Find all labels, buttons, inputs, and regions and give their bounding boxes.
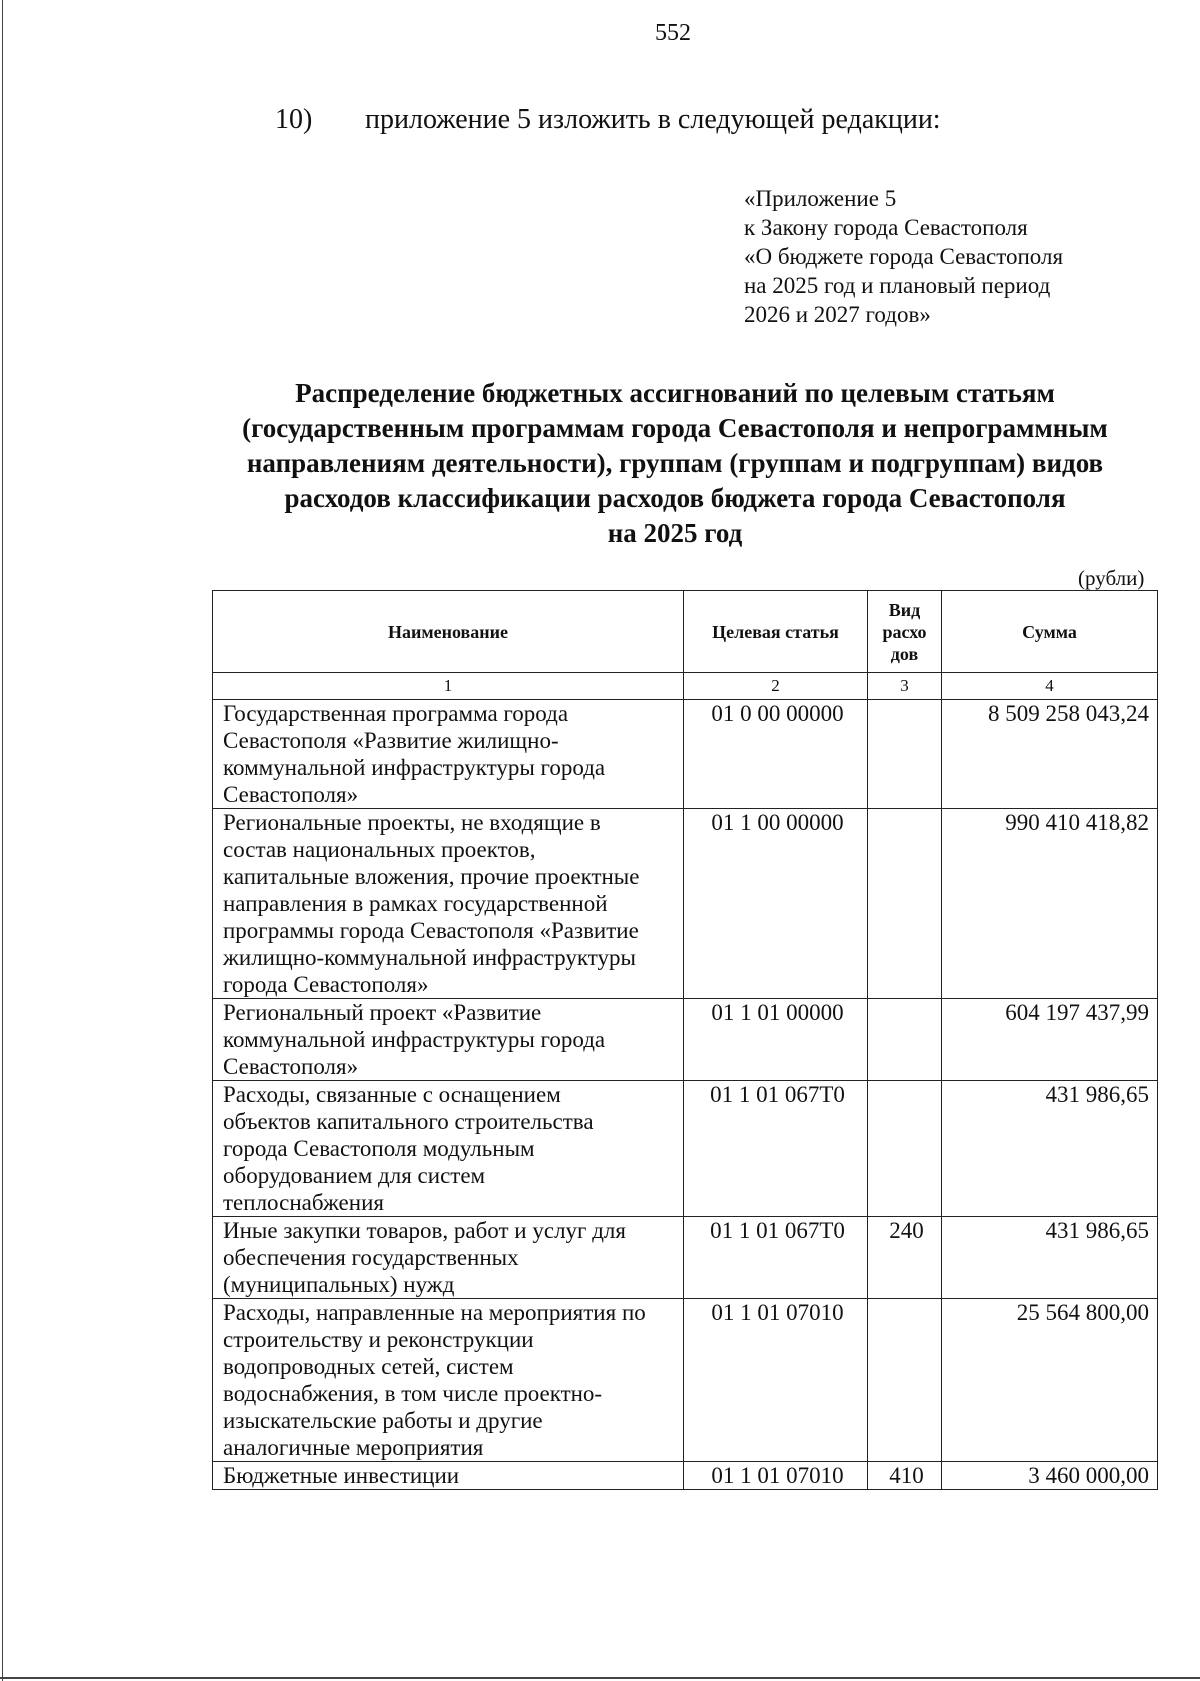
row-name-line: объектов капитального строительства: [223, 1109, 594, 1134]
row-code-cell: 01 0 00 00000: [684, 700, 868, 809]
budget-table: [212, 590, 1158, 1490]
title-line: направлениям деятельности), группам (группам и подгруппам) видов: [246, 448, 1104, 478]
row-name-line: Бюджетные инвестиции: [223, 1463, 460, 1488]
row-name-line: Иные закупки товаров, работ и услуг для: [223, 1218, 626, 1243]
table-header-row: [213, 591, 1158, 673]
row-sum-cell: 8 509 258 043,24: [942, 700, 1158, 809]
row-name-line: Севастополя»: [223, 1054, 359, 1079]
row-name-line: аналогичные мероприятия: [223, 1435, 484, 1460]
row-name-line: водоснабжения, в том числе проектно-: [223, 1381, 603, 1406]
row-sum-cell: 25 564 800,00: [942, 1299, 1158, 1462]
column-number: 1: [213, 673, 684, 700]
row-code-cell: 01 1 00 00000: [684, 809, 868, 999]
row-name-cell: [213, 700, 684, 809]
header-vid-line: Вид: [888, 599, 921, 620]
column-number: 2: [684, 673, 868, 700]
row-code-cell: 01 1 01 00000: [684, 999, 868, 1081]
appendix-ref-line: «Приложение 5: [744, 186, 897, 211]
row-name-line: изыскательские работы и другие: [223, 1408, 543, 1433]
page-border-bottom: [0, 1677, 1200, 1679]
column-number: 4: [942, 673, 1158, 700]
header-vid: [868, 591, 942, 673]
row-name-line: Региональный проект «Развитие: [223, 1000, 542, 1025]
row-name-cell: [213, 1081, 684, 1217]
row-name-cell: [213, 999, 684, 1081]
row-name-cell: [213, 1299, 684, 1462]
table-row: [213, 1299, 1158, 1462]
row-code-cell: 01 1 01 07010: [684, 1462, 868, 1490]
title-line: Распределение бюджетных ассигнований по целевым статьям: [295, 378, 1055, 408]
row-name-line: коммунальной инфраструктуры города: [223, 1027, 606, 1052]
page-border-left: [2, 0, 3, 1681]
row-name-line: теплоснабжения: [223, 1190, 384, 1215]
row-name-line: Севастополя «Развитие жилищно-: [223, 728, 559, 753]
table-body: [213, 673, 1158, 1490]
table-row: [213, 809, 1158, 999]
row-vid-cell: [868, 999, 942, 1081]
row-name-line: состав национальных проектов,: [223, 837, 536, 862]
row-sum-cell: 604 197 437,99: [942, 999, 1158, 1081]
units-label: (рубли): [1078, 566, 1145, 590]
header-code: Целевая статья: [684, 591, 868, 673]
title-line: расходов классификации расходов бюджета города Севастополя: [284, 483, 1066, 513]
row-sum-cell: 3 460 000,00: [942, 1462, 1158, 1490]
row-name-line: водопроводных сетей, систем: [223, 1354, 514, 1379]
row-name-line: Государственная программа города: [223, 701, 569, 726]
row-name-line: обеспечения государственных: [223, 1245, 519, 1270]
row-code-cell: 01 1 01 067Т0: [684, 1081, 868, 1217]
row-vid-cell: 240: [868, 1217, 942, 1299]
column-number: 3: [868, 673, 942, 700]
row-name-line: (муниципальных) нужд: [223, 1272, 455, 1297]
column-number-row: [213, 673, 1158, 700]
row-vid-cell: [868, 809, 942, 999]
row-sum-cell: 431 986,65: [942, 1081, 1158, 1217]
header-sum: Сумма: [942, 591, 1158, 673]
row-name-line: Расходы, связанные с оснащением: [223, 1082, 561, 1107]
row-name-line: программы города Севастополя «Развитие: [223, 918, 639, 943]
header-vid-line: дов: [890, 643, 919, 664]
row-name-line: города Севастополя»: [223, 972, 429, 997]
instruction-number: 10): [275, 104, 313, 135]
table-row: [213, 700, 1158, 809]
table-row: [213, 999, 1158, 1081]
row-name-line: Расходы, направленные на мероприятия по: [223, 1300, 646, 1325]
page-number: 552: [655, 20, 691, 46]
header-name: Наименование: [213, 591, 684, 673]
row-name-line: строительству и реконструкции: [223, 1327, 534, 1352]
amendment-instruction: [275, 104, 941, 136]
row-vid-cell: 410: [868, 1462, 942, 1490]
row-code-cell: 01 1 01 067Т0: [684, 1217, 868, 1299]
appendix-ref-line: к Закону города Севастополя: [744, 215, 1028, 240]
row-name-line: города Севастополя модульным: [223, 1136, 535, 1161]
row-name-line: коммунальной инфраструктуры города: [223, 755, 606, 780]
row-name-line: капитальные вложения, прочие проектные: [223, 864, 640, 889]
row-name-cell: [213, 809, 684, 999]
title-line: на 2025 год: [607, 518, 743, 548]
row-code-cell: 01 1 01 07010: [684, 1299, 868, 1462]
row-name-cell: [213, 1462, 684, 1490]
row-vid-cell: [868, 1299, 942, 1462]
table-row: [213, 1081, 1158, 1217]
row-name-line: оборудованием для систем: [223, 1163, 486, 1188]
row-sum-cell: 990 410 418,82: [942, 809, 1158, 999]
table-row: [213, 1217, 1158, 1299]
row-name-line: Региональные проекты, не входящие в: [223, 810, 601, 835]
row-sum-cell: 431 986,65: [942, 1217, 1158, 1299]
row-name-line: Севастополя»: [223, 782, 359, 807]
table-row: [213, 1462, 1158, 1490]
instruction-text: приложение 5 изложить в следующей редакции:: [365, 104, 941, 135]
row-name-line: жилищно-коммунальной инфраструктуры: [223, 945, 636, 970]
appendix-reference: [744, 184, 1063, 329]
appendix-ref-line: 2026 и 2027 годов»: [744, 302, 931, 327]
title-line: (государственным программам города Севастополя и непрограммным: [242, 413, 1108, 443]
header-vid-line: расхо: [882, 621, 927, 642]
row-name-line: направления в рамках государственной: [223, 891, 608, 916]
row-name-cell: [213, 1217, 684, 1299]
appendix-ref-line: «О бюджете города Севастополя: [744, 244, 1064, 269]
appendix-ref-line: на 2025 год и плановый период: [744, 273, 1051, 298]
row-vid-cell: [868, 1081, 942, 1217]
document-title: [200, 376, 1150, 551]
row-vid-cell: [868, 700, 942, 809]
